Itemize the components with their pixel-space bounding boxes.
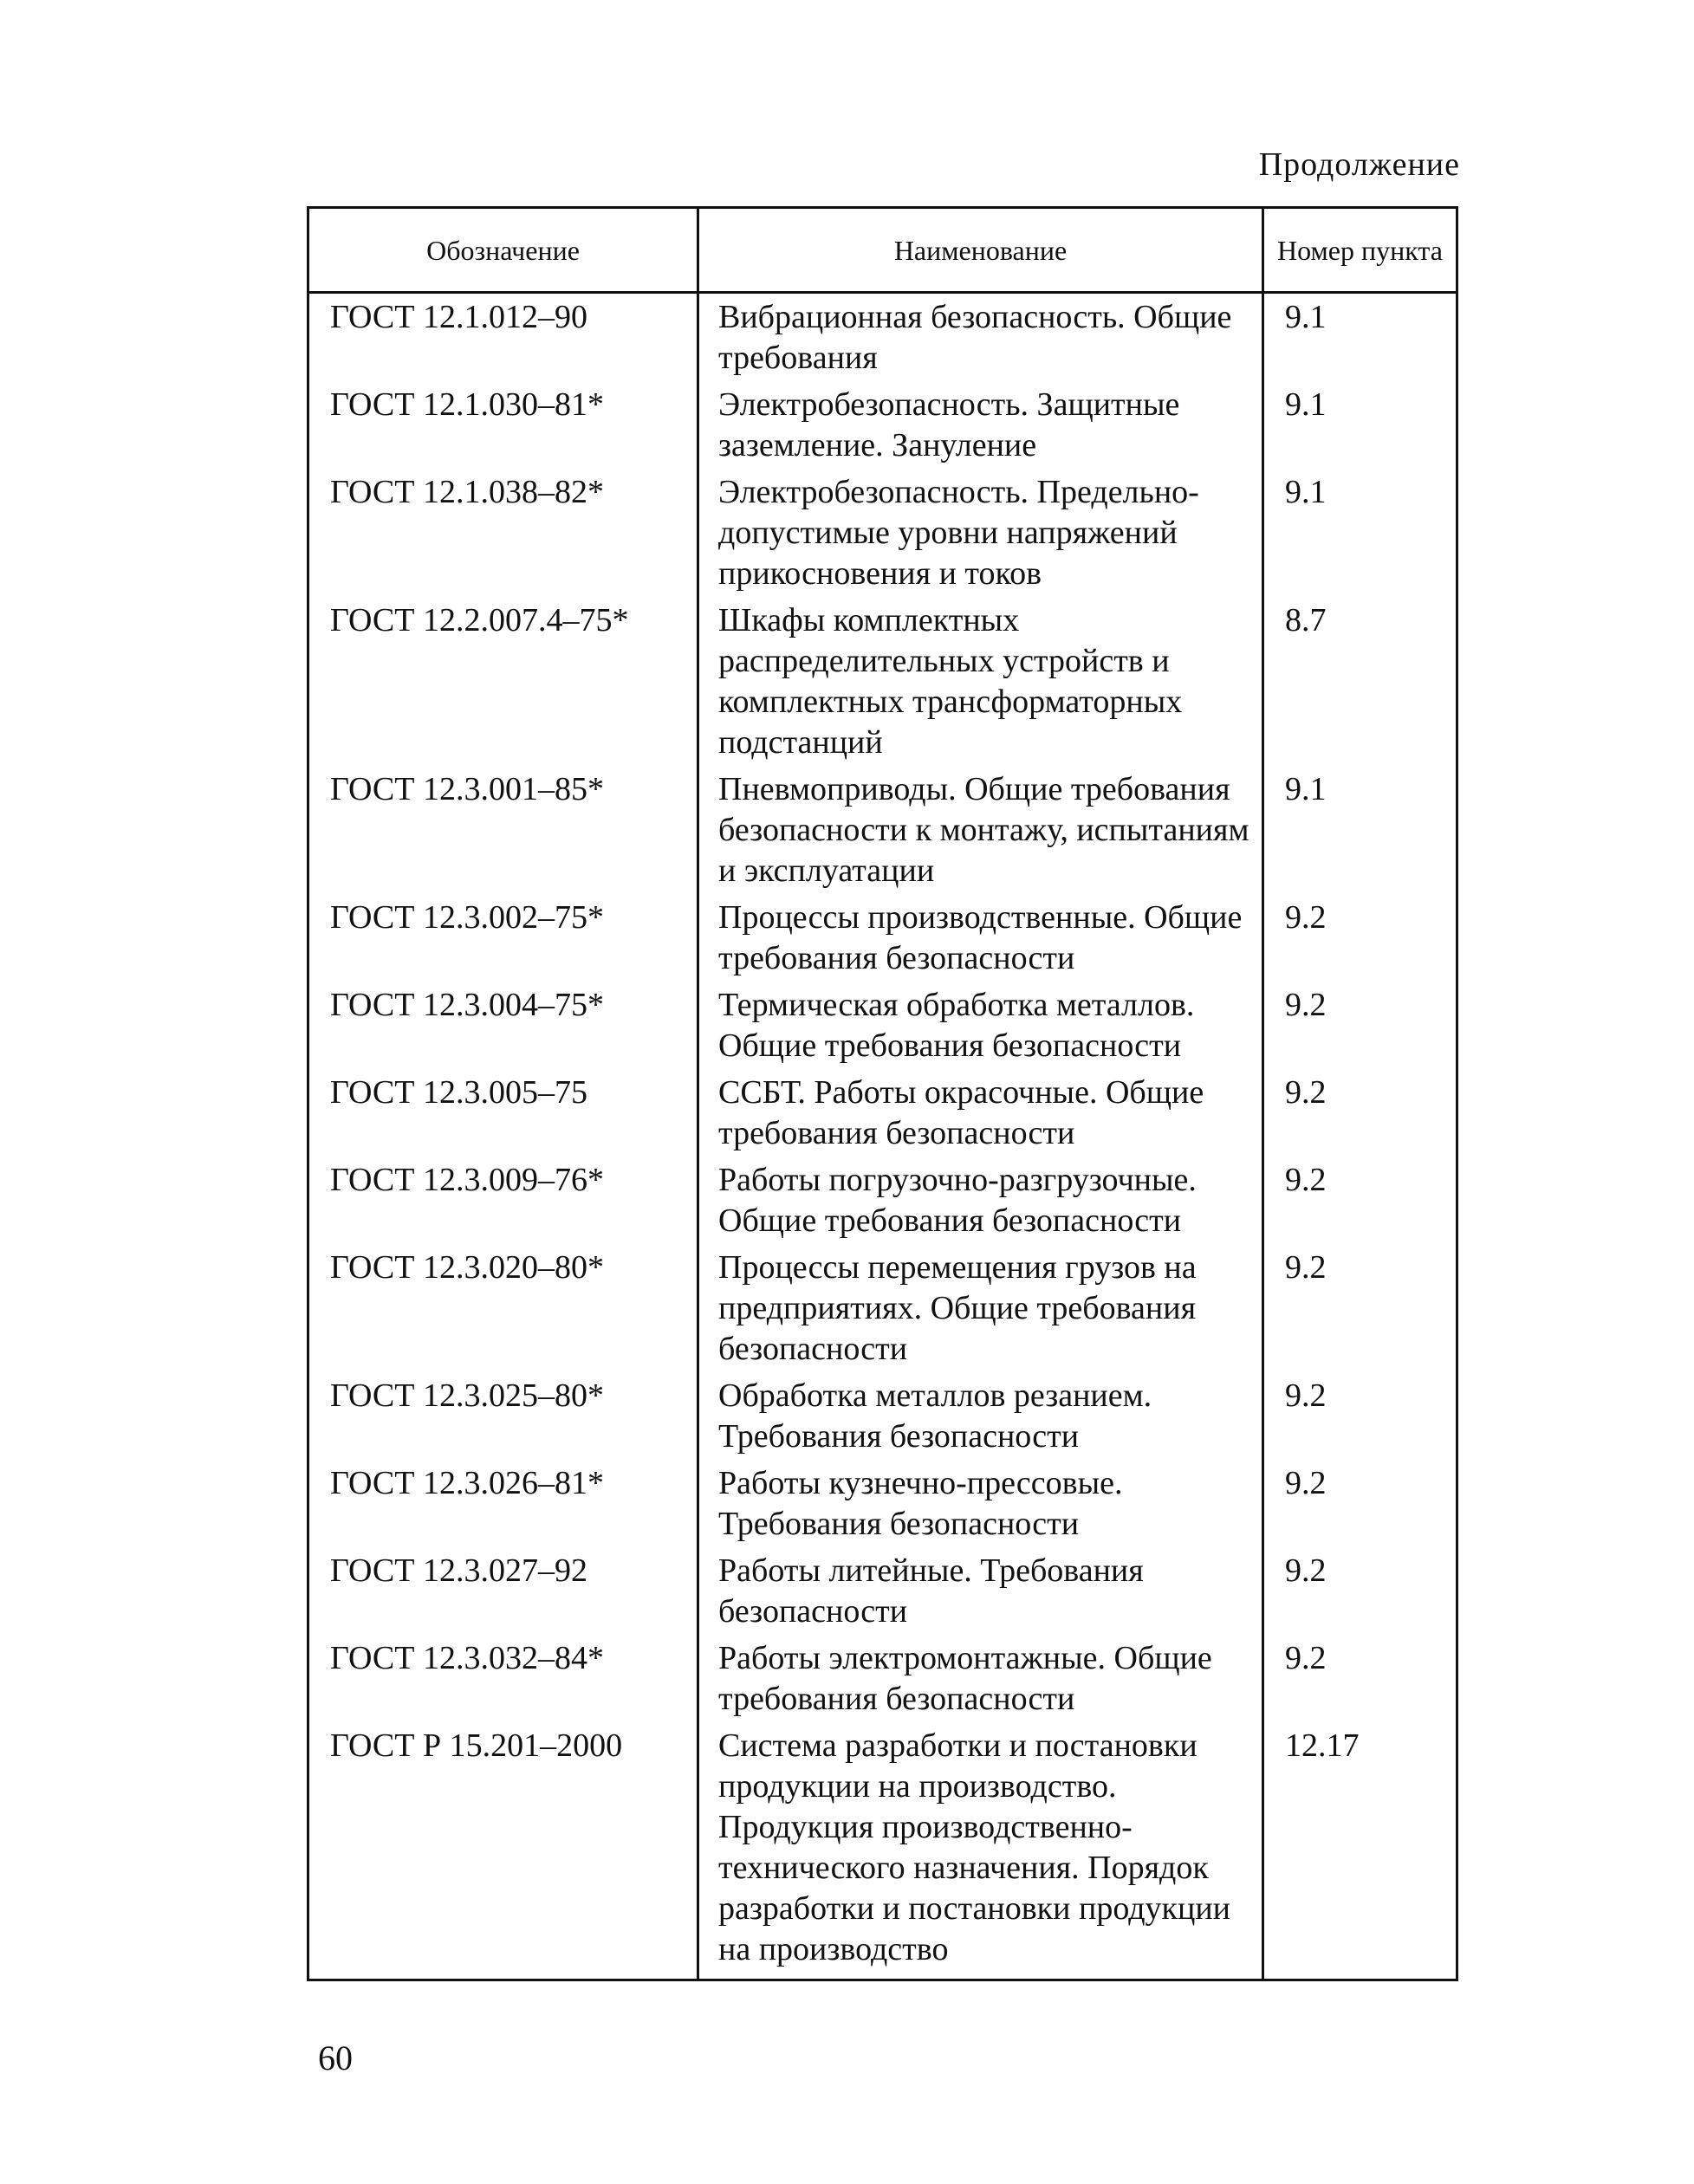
page-number: 60 [318,2038,353,2077]
table-row [308,1722,1457,1980]
standard-code-cell: ГОСТ 12.3.005–75 [308,1069,698,1157]
item-number-cell: 9.1 [1263,469,1457,597]
column-header-item-number: Номер пункта [1263,208,1457,293]
standard-name-cell: Обработка металлов резанием. Требования безопасности [698,1372,1263,1460]
table-row [308,982,1457,1069]
standard-name-cell: Пневмоприводы. Общие требования безопасности к монтажу, испытаниям и эксплуатации [698,766,1263,894]
item-number-cell: 9.1 [1263,766,1457,894]
item-number-cell: 9.2 [1263,1244,1457,1372]
table-row [308,1157,1457,1244]
standard-name-cell: Работы литейные. Требования безопасности [698,1547,1263,1635]
standard-name-cell: Электробезопасность. Защитные заземление. Зануление [698,381,1263,469]
table-row [308,1244,1457,1372]
item-number-cell: 9.2 [1263,1460,1457,1547]
standard-name-cell: Процессы перемещения грузов на предприятиях. Общие требования безопасности [698,1244,1263,1372]
table-header [308,208,1457,293]
table-row [308,1460,1457,1547]
standard-name-cell: Работы погрузочно-разгрузочные. Общие требования безопасности [698,1157,1263,1244]
standard-name-cell: Работы кузнечно-прессовые. Требования безопасности [698,1460,1263,1547]
continuation-label: Продолжение [1258,146,1460,183]
item-number-cell: 8.7 [1263,597,1457,766]
item-number-cell: 9.2 [1263,1372,1457,1460]
standard-code-cell: ГОСТ 12.1.038–82* [308,469,698,597]
item-number-cell: 9.1 [1263,293,1457,382]
column-header-name: Наименование [698,208,1263,293]
standard-name-cell: Система разработки и постановки продукции на производство. Продукция производственно-технического назначения. Порядок разработки и постановки продукции на производство [698,1722,1263,1980]
table-row [308,894,1457,982]
table-row [308,1372,1457,1460]
standard-name-cell: ССБТ. Работы окрасочные. Общие требования безопасности [698,1069,1263,1157]
standard-name-cell: Шкафы комплектных распределительных устройств и комплектных трансформаторных подстанций [698,597,1263,766]
item-number-cell: 9.2 [1263,1069,1457,1157]
table-row [308,597,1457,766]
column-header-designation: Обозначение [308,208,698,293]
standard-name-cell: Вибрационная безопасность. Общие требования [698,293,1263,382]
item-number-cell: 12.17 [1263,1722,1457,1980]
standard-code-cell: ГОСТ 12.3.001–85* [308,766,698,894]
standard-name-cell: Термическая обработка металлов. Общие требования безопасности [698,982,1263,1069]
standard-code-cell: ГОСТ 12.3.025–80* [308,1372,698,1460]
reference-table [307,206,1458,1981]
standard-code-cell: ГОСТ 12.3.032–84* [308,1635,698,1722]
item-number-cell: 9.2 [1263,1157,1457,1244]
standard-code-cell: ГОСТ 12.3.004–75* [308,982,698,1069]
standard-code-cell: ГОСТ 12.3.026–81* [308,1460,698,1547]
table-row [308,1547,1457,1635]
item-number-cell: 9.2 [1263,1547,1457,1635]
standard-code-cell: ГОСТ 12.1.030–81* [308,381,698,469]
standard-name-cell: Процессы производственные. Общие требования безопасности [698,894,1263,982]
standard-code-cell: ГОСТ 12.3.002–75* [308,894,698,982]
item-number-cell: 9.2 [1263,1635,1457,1722]
item-number-cell: 9.2 [1263,982,1457,1069]
standard-name-cell: Электробезопасность. Предельно-допустимые уровни напряжений прикосновения и токов [698,469,1263,597]
table-row [308,766,1457,894]
table-row [308,469,1457,597]
table-row [308,293,1457,382]
standard-code-cell: ГОСТ 12.1.012–90 [308,293,698,382]
reference-table-container [307,206,1456,1981]
standard-code-cell: ГОСТ Р 15.201–2000 [308,1722,698,1980]
standard-code-cell: ГОСТ 12.3.020–80* [308,1244,698,1372]
table-body [308,293,1457,1980]
standard-code-cell: ГОСТ 12.2.007.4–75* [308,597,698,766]
standard-code-cell: ГОСТ 12.3.027–92 [308,1547,698,1635]
table-row [308,1069,1457,1157]
item-number-cell: 9.1 [1263,381,1457,469]
table-row [308,381,1457,469]
table-row [308,1635,1457,1722]
standard-code-cell: ГОСТ 12.3.009–76* [308,1157,698,1244]
item-number-cell: 9.2 [1263,894,1457,982]
standard-name-cell: Работы электромонтажные. Общие требования безопасности [698,1635,1263,1722]
